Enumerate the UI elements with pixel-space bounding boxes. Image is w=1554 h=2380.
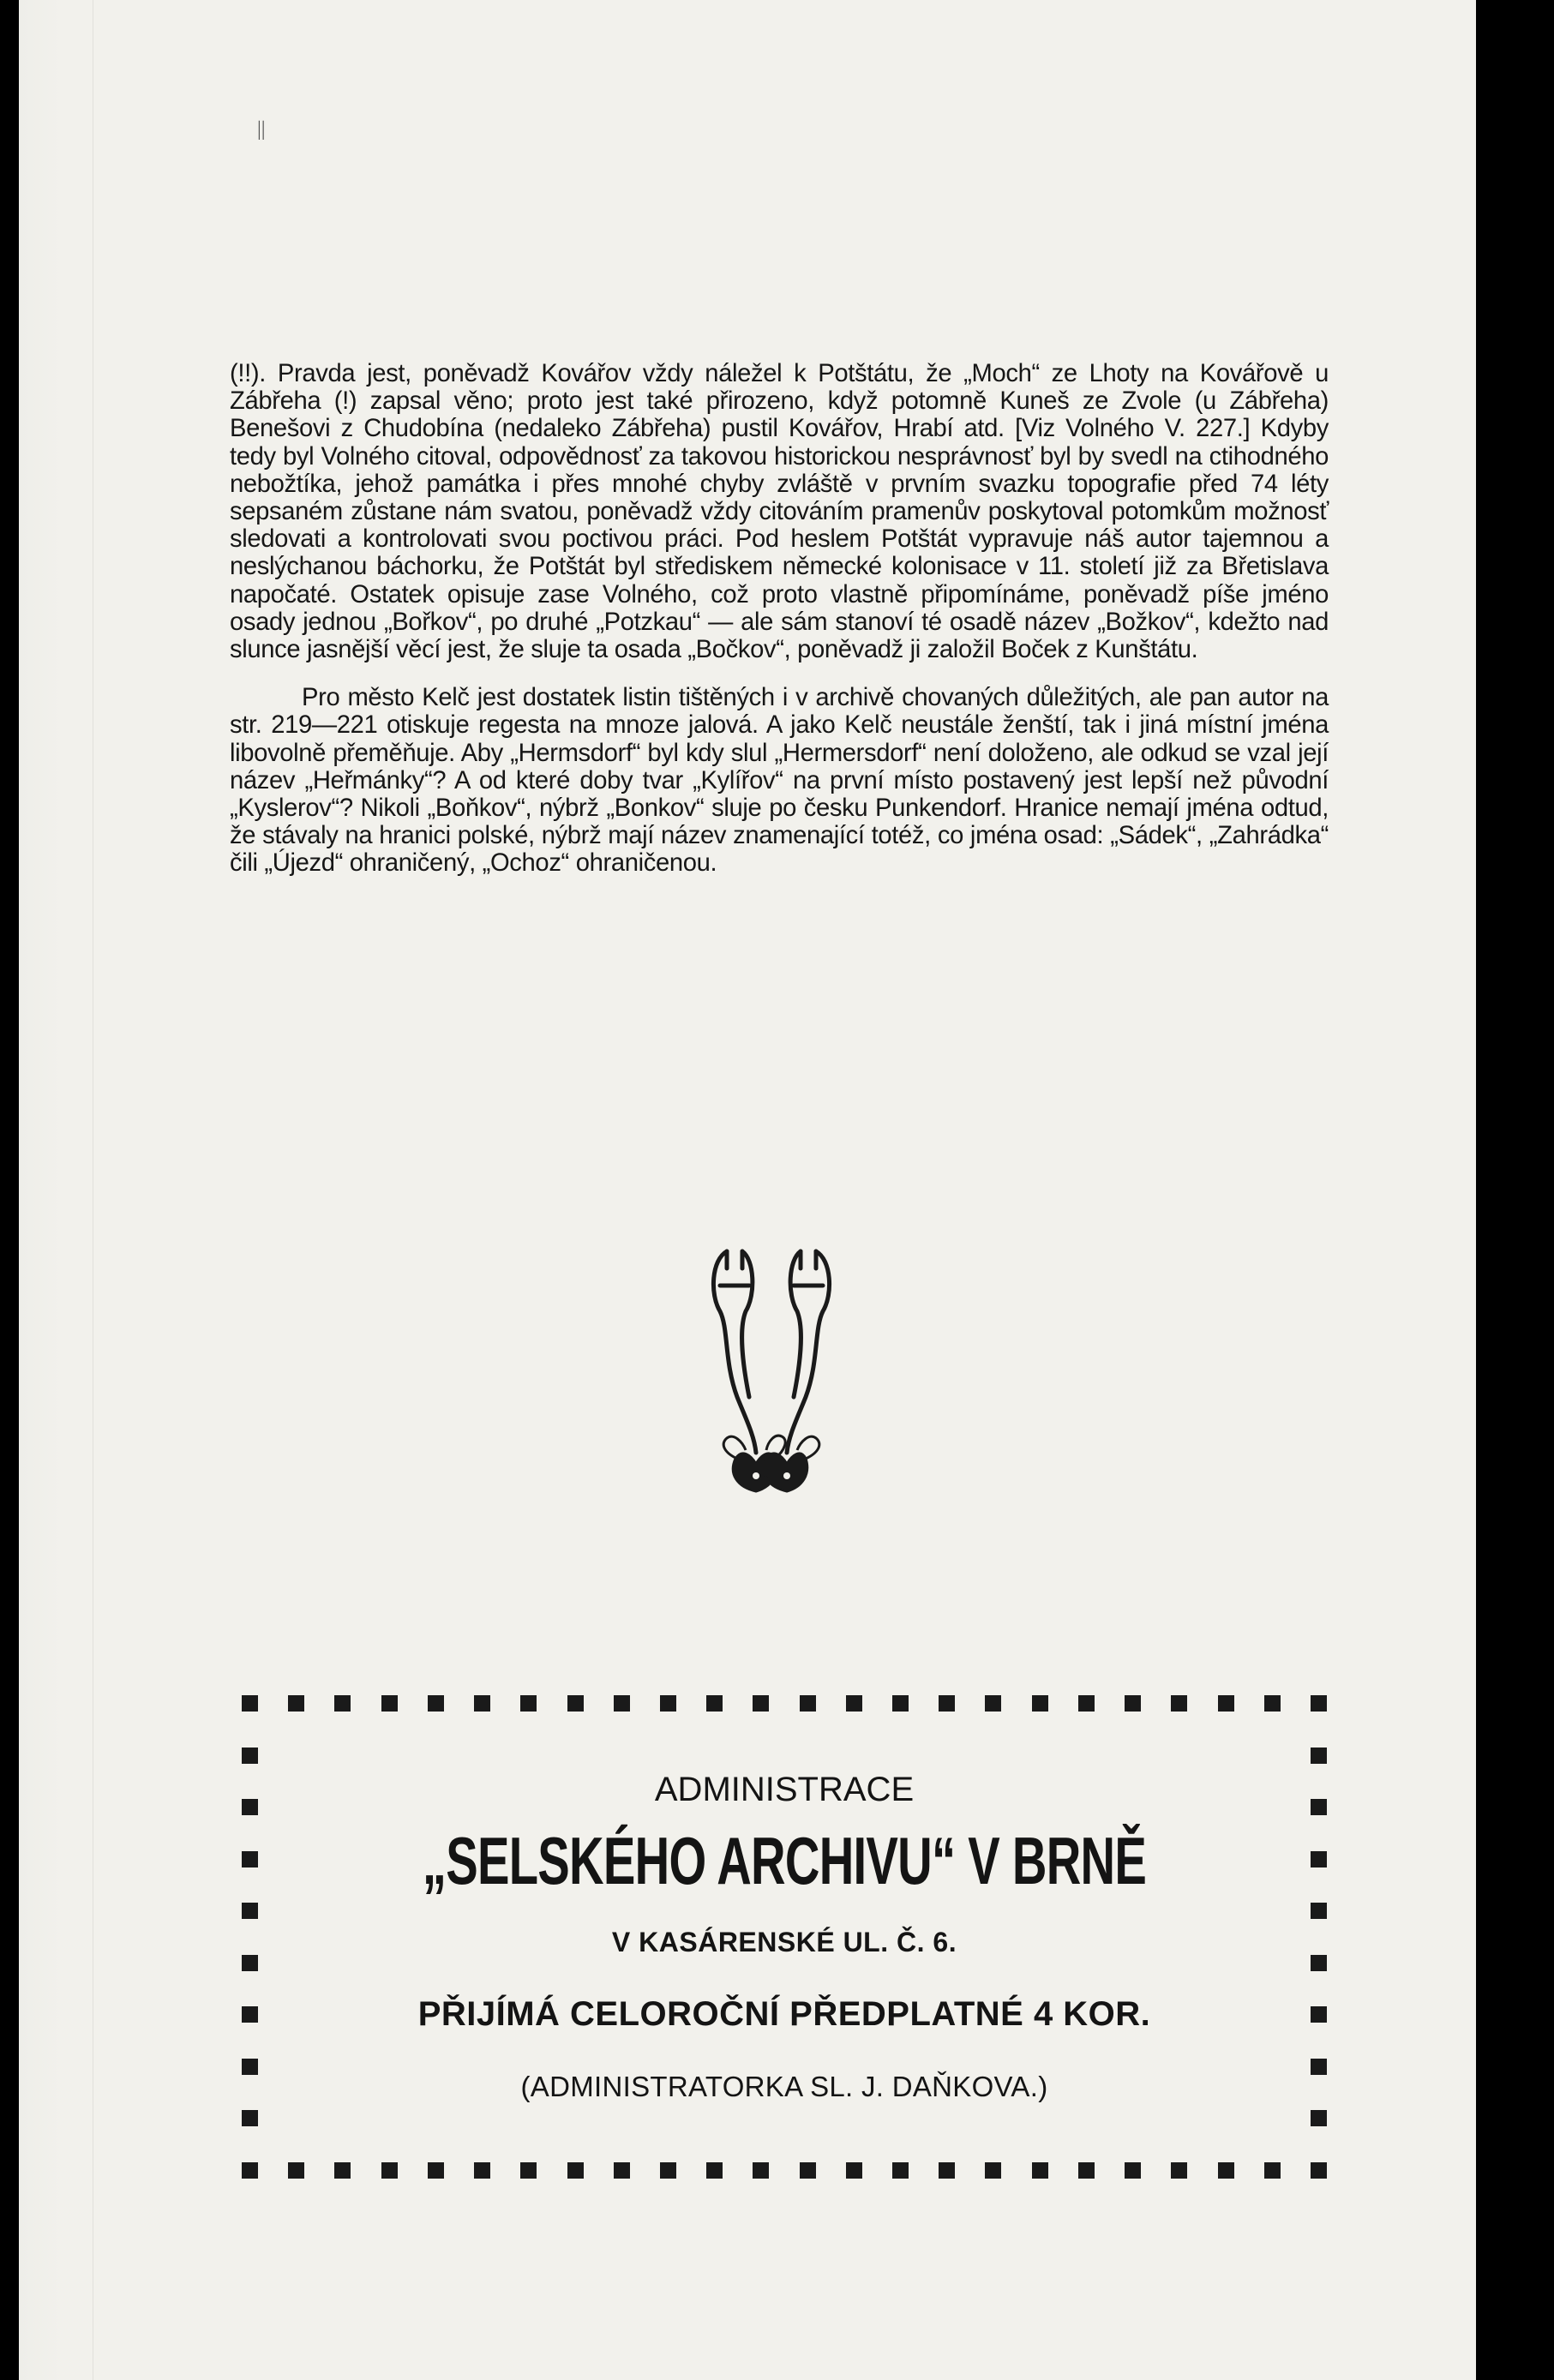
border-square bbox=[753, 2162, 769, 2179]
border-square bbox=[381, 1695, 398, 1712]
border-square bbox=[1078, 2162, 1095, 2179]
border-square bbox=[706, 1695, 723, 1712]
border-square bbox=[892, 2162, 909, 2179]
border-square bbox=[985, 1695, 1001, 1712]
advert-heading: ADMINISTRACE bbox=[654, 1771, 915, 1808]
border-square bbox=[1171, 2162, 1187, 2179]
border-square bbox=[1311, 2110, 1327, 2126]
border-square bbox=[334, 1695, 351, 1712]
border-square bbox=[242, 1851, 258, 1867]
page-binding-edge bbox=[19, 0, 93, 2380]
margin-mark: || bbox=[257, 118, 266, 141]
border-square bbox=[428, 2162, 444, 2179]
border-square bbox=[1311, 1851, 1327, 1867]
advert-contact: (ADMINISTRATORKA SL. J. DAŇKOVA.) bbox=[520, 2071, 1048, 2102]
border-square bbox=[939, 2162, 955, 2179]
border-square bbox=[381, 2162, 398, 2179]
border-square bbox=[753, 1695, 769, 1712]
border-square bbox=[288, 2162, 304, 2179]
border-square bbox=[1032, 2162, 1048, 2179]
border-square bbox=[428, 1695, 444, 1712]
border-square bbox=[614, 1695, 630, 1712]
border-square bbox=[242, 1748, 258, 1764]
border-square bbox=[1125, 1695, 1141, 1712]
border-square bbox=[520, 2162, 537, 2179]
border-square bbox=[242, 2162, 258, 2179]
border-square bbox=[474, 2162, 490, 2179]
border-square bbox=[567, 1695, 584, 1712]
border-square bbox=[1311, 1903, 1327, 1919]
border-square bbox=[800, 1695, 816, 1712]
border-square bbox=[1171, 1695, 1187, 1712]
advert-subscription: PŘIJÍMÁ CELOROČNÍ PŘEDPLATNÉ 4 KOR. bbox=[417, 1995, 1151, 2033]
border-square bbox=[985, 2162, 1001, 2179]
border-square bbox=[846, 1695, 862, 1712]
border-square bbox=[660, 2162, 676, 2179]
border-square bbox=[614, 2162, 630, 2179]
border-square bbox=[1032, 1695, 1048, 1712]
border-square bbox=[242, 2110, 258, 2126]
border-square bbox=[1311, 2162, 1327, 2179]
border-square bbox=[706, 2162, 723, 2179]
border-square bbox=[242, 1695, 258, 1712]
art-nouveau-ornament bbox=[686, 1234, 874, 1500]
border-square bbox=[288, 1695, 304, 1712]
border-square bbox=[1078, 1695, 1095, 1712]
border-square bbox=[1311, 1748, 1327, 1764]
border-square bbox=[939, 1695, 955, 1712]
border-square bbox=[846, 2162, 862, 2179]
border-square bbox=[660, 1695, 676, 1712]
border-square bbox=[242, 1903, 258, 1919]
border-square bbox=[1264, 2162, 1281, 2179]
article-body bbox=[230, 360, 1329, 878]
border-square bbox=[1264, 1695, 1281, 1712]
advert-address: V KASÁRENSKÉ UL. Č. 6. bbox=[611, 1927, 957, 1957]
paragraph-2: Pro město Kelč jest dostatek listin tištěných i v archivě chovaných důležitých, ale pan autor na str. 219—221 otiskuje regesta na mnoze jalová. A jako Kelč neustále ženští, tak i jiná místní jména libovolně přeměňuje. Aby „Hermsdorf“ byl kdy slul „Hermersdorf“ není doloženo, ale odkud se vzal její název „Heřmánky“? A od které doby tvar „Kylířov“ na první místo postavený jest lepší než původní „Kyslerov“? Nikoli „Boňkov“, nýbrž „Bonkov“ sluje po česku Punkendorf. Hranice nemají jména odtud, že stávaly na hranici polské, nýbrž mají název znamenající totéž, co jména osad: „Sádek“, „Zahrádka“ čili „Újezd“ ohraničený, „Ochoz“ ohraničenou. bbox=[230, 684, 1329, 878]
paragraph-1: (!!). Pravda jest, poněvadž Kovářov vždy náležel k Potštátu, že „Moch“ ze Lhoty na Kovářově u Zábřeha (!) zapsal věno; proto jest také přirozeno, když potomně Kuneš ze Zvole (u Zábřeha) Benešovi z Chudobína (nedaleko Zábřeha) pustil Kovářov, Hrabí atd. [Viz Volného V. 227.] Kdyby tedy byl Volného citoval, odpovědnosť za takovou historickou nesprávnosť byl by svedl na ctihodného nebožtíka, jehož památka i přes mnohé chyby zvláště v prvním svazku topografie před 74 léty sepsaném zůstane nám svatou, poněvadž vždy citováním pramenův poskytoval potomkům možnosť sledovati a kontrolovati svou poctivou práci. Pod heslem Potštát vypravuje náš autor tajemnou a neslýchanou báchorku, že Potštát byl střediskem německé kolonisace v 11. století již za Břetislava napočaté. Ostatek opisuje zase Volného, což proto vlastně připomínáme, poněvadž píše jméno osady jednou „Bořkov“, po druhé „Potzkau“ — ale sám stanoví té osadě název „Božkov“, kdežto nad slunce jasnější věcí jest, že sluje ta osada „Bočkov“, poněvadž ji založil Boček z Kunštátu. bbox=[230, 360, 1329, 664]
border-square bbox=[892, 1695, 909, 1712]
border-square bbox=[1311, 1695, 1327, 1712]
border-square bbox=[520, 1695, 537, 1712]
border-square bbox=[474, 1695, 490, 1712]
advert-title: „SELSKÉHO ARCHIVU“ V BRNĚ bbox=[422, 1823, 1147, 1898]
border-square bbox=[334, 2162, 351, 2179]
border-square bbox=[800, 2162, 816, 2179]
border-square bbox=[1218, 1695, 1234, 1712]
border-square bbox=[1125, 2162, 1141, 2179]
border-square bbox=[1218, 2162, 1234, 2179]
border-square bbox=[567, 2162, 584, 2179]
